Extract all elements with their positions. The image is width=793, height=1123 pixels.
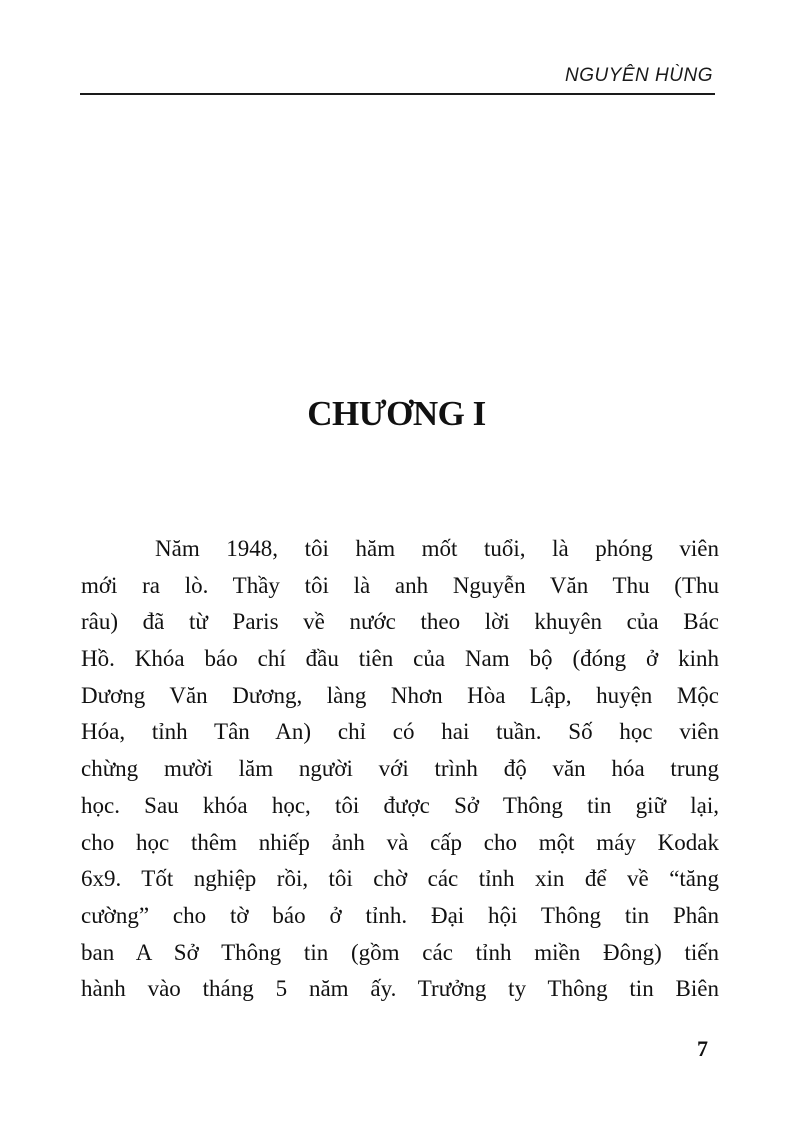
- body-line: Năm 1948, tôi hăm mốt tuổi, là phóng viên: [155, 536, 719, 561]
- header-rule: [80, 93, 715, 95]
- body-line: mới ra lò. Thầy tôi là anh Nguyễn Văn Thu (Thu: [81, 572, 719, 598]
- chapter-title: CHƯƠNG I: [307, 394, 486, 433]
- body-line: ban A Sở Thông tin (gồm các tỉnh miền Đông) tiến: [81, 939, 719, 965]
- body-line: chừng mười lăm người với trình độ văn hóa trung: [81, 756, 719, 782]
- body-line: 6x9. Tốt nghiệp rồi, tôi chờ các tỉnh xin để về “tăng: [81, 866, 719, 892]
- body-line: Hóa, tỉnh Tân An) chỉ có hai tuần. Số học viên: [81, 719, 719, 745]
- running-header: [80, 62, 715, 96]
- body-line: râu) đã từ Paris về nước theo lời khuyên của Bác: [81, 609, 719, 635]
- body-line: cường” cho tờ báo ở tỉnh. Đại hội Thông tin Phân: [81, 902, 719, 928]
- body-line: Hồ. Khóa báo chí đầu tiên của Nam bộ (đóng ở kinh: [81, 646, 719, 672]
- body-line: học. Sau khóa học, tôi được Sở Thông tin giữ lại,: [81, 792, 719, 818]
- body-line: hành vào tháng 5 năm ấy. Trưởng ty Thông tin Biên: [81, 976, 719, 1002]
- page-number: 7: [697, 1036, 708, 1061]
- header-author: NGUYÊN HÙNG: [564, 65, 713, 86]
- body-line: Dương Văn Dương, làng Nhơn Hòa Lập, huyện Mộc: [81, 682, 719, 708]
- body-line: cho học thêm nhiếp ảnh và cấp cho một máy Kodak: [81, 829, 719, 855]
- body-paragraph: [81, 531, 719, 1008]
